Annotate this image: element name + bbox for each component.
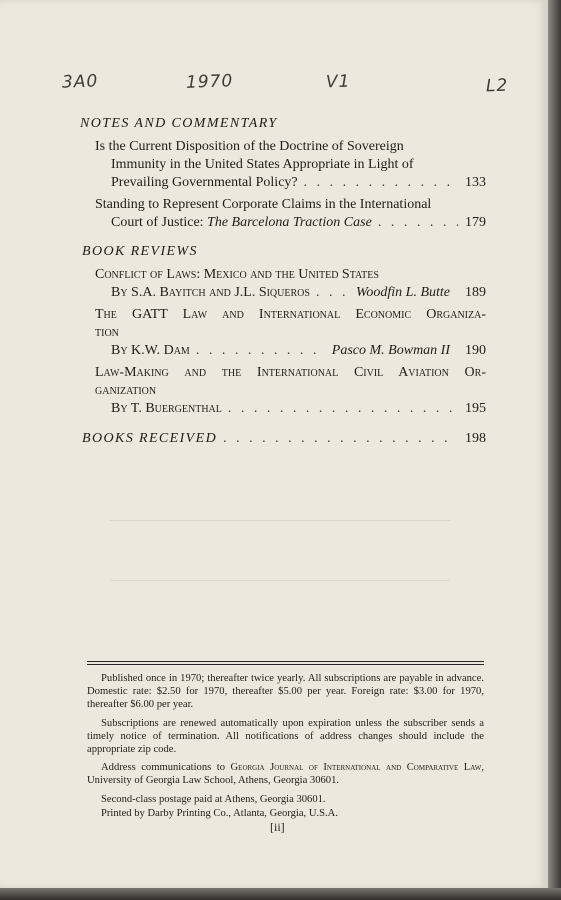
dot-leader [304,174,458,192]
entry-line: Standing to Represent Corporate Claims in the International [95,197,432,212]
postage-notice: Second-class postage paid at Athens, Georgia 30601. [101,793,326,805]
renewal-notice: Subscriptions are renewed automatically upon expiration unless the subscriber sends a timely notice of termination. All notifications of address changes should include the appropriate zip code. [87,717,484,756]
bottom-edge-shadow [0,888,561,900]
book-title-cont: ganization [95,383,157,398]
page-number: 195 [465,401,486,416]
entry-line: Is the Current Disposition of the Doctrine of Sovereign [95,139,404,154]
book-author: By K.W. Dam [111,343,190,358]
book-author: By T. Buergenthal [111,401,222,416]
page-number: 133 [465,175,486,190]
bleed-through-rule [110,580,450,582]
section-heading-reviews: BOOK REVIEWS [82,244,198,259]
dot-leader [228,400,458,418]
reviewer-name: Woodfin L. Butte [356,285,450,300]
book-title: Law-Making and the International Civil Aviation Or- [95,365,486,380]
journal-name: Georgia Journal of International and Comparative Law [230,762,482,774]
entry-line-prefix: Court of Justice: [111,215,208,230]
case-name: The Barcelona Traction Case [207,215,372,230]
toc-entry-review-conflict-of-laws[interactable] [95,266,486,302]
binding-edge-shadow [548,0,561,900]
publication-notice [87,672,484,820]
divider-rule [87,664,484,665]
dot-leader [196,342,326,360]
page-number: 198 [465,431,486,446]
book-title: The GATT Law and International Economic Organiza- [95,307,486,322]
bleed-through-rule [110,520,450,522]
printer-notice: Printed by Darby Printing Co., Atlanta, Georgia, U.S.A. [101,807,338,819]
handwritten-mark-1: 3A0 [61,71,99,93]
dot-leader [378,214,458,232]
toc-entry-barcelona-traction[interactable] [95,196,486,232]
page-folio: [ii] [270,820,285,834]
toc-entry-review-gatt[interactable] [95,306,486,360]
page-number: 179 [465,215,486,230]
page-number: 189 [465,285,486,300]
book-title: Conflict of Laws: Mexico and the United States [95,267,379,282]
dot-leader [223,430,458,448]
toc-entry-sovereign-immunity[interactable] [95,138,486,192]
address-notice: Address communications to Georgia Journal of International and Comparative Law, University of Georgia Law School, Athens, Georgia 30601. [87,762,484,787]
book-title-cont: tion [95,325,119,340]
subscription-rates: Published once in 1970; thereafter twice yearly. All subscriptions are payable in advance. Domestic rate: $2.50 for 1970, thereafter $5.00 per year. Foreign rate: $3.00 for 1970, thereafter $6.00 per year. [87,673,484,711]
handwritten-mark-4: L2 [485,75,509,97]
handwritten-mark-2: 1970 [185,71,234,93]
section-heading-received: BOOKS RECEIVED [82,431,218,446]
toc-entry-review-civil-aviation[interactable] [95,364,486,418]
divider-rule [87,661,484,662]
reviewer-name: Pasco M. Bowman II [331,343,450,358]
entry-line: Prevailing Governmental Policy? [111,175,298,190]
section-heading-notes: NOTES AND COMMENTARY [80,116,278,131]
dot-leader [316,284,350,302]
entry-line: Immunity in the United States Appropriate in Light of [111,157,414,172]
toc-entry-books-received[interactable] [82,430,486,448]
book-author: By S.A. Bayitch and J.L. Siqueros [111,285,310,300]
handwritten-mark-3: V1 [325,71,351,93]
page-number: 190 [465,343,486,358]
